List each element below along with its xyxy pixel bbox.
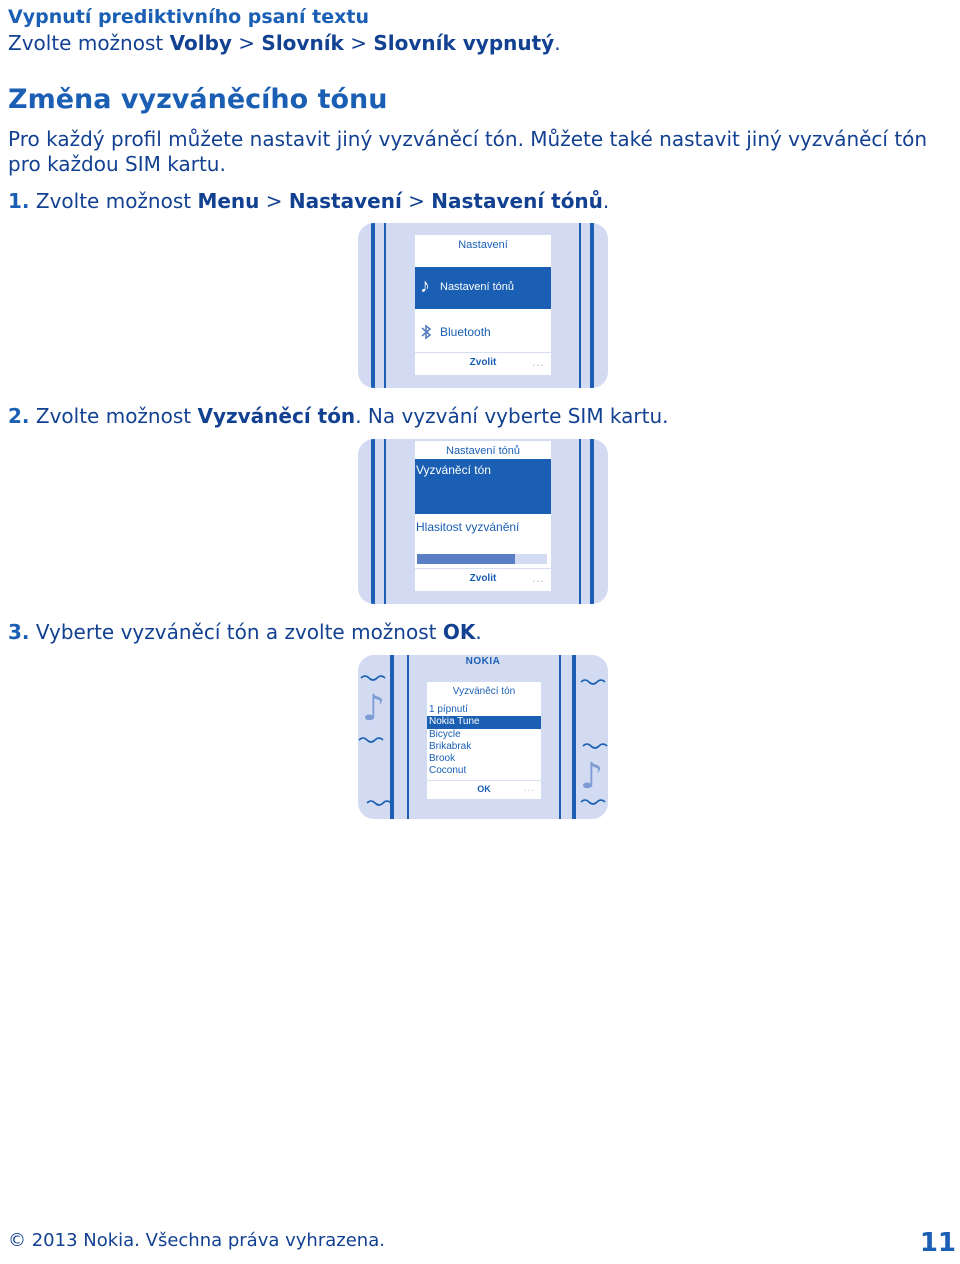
ringtone-item[interactable]: Brikabrak (429, 740, 472, 752)
frame-bar (590, 439, 594, 604)
music-note-icon: ♪ (580, 756, 603, 797)
more-options[interactable]: ... (523, 783, 535, 794)
step-1 (8, 189, 609, 213)
intro-paragraph: Pro každý profil můžete nastavit jiný vyzváněcí tón. Můžete také nastavit jiný vyzváněcí tón pro každou SIM kartu. (8, 127, 928, 176)
step-number: 1. (8, 189, 30, 213)
step-number: 2. (8, 404, 30, 428)
frame-bar (572, 655, 576, 819)
softkey-bar (415, 568, 551, 591)
instruction-text: Zvolte možnost (35, 189, 192, 213)
wave-decoration (366, 798, 392, 808)
menu-path-nastaveni-tonu: Nastavení tónů (431, 189, 603, 213)
instruction-text: Zvolte možnost (8, 31, 164, 55)
ringtone-item[interactable]: Coconut (429, 765, 467, 777)
menu-path-menu: Menu (197, 189, 260, 213)
ringtone-item[interactable]: Nokia Tune (427, 716, 541, 728)
music-note-icon: ♪ (362, 688, 385, 729)
phone-screen (415, 235, 551, 375)
more-options[interactable]: ... (531, 571, 545, 585)
copyright: © 2013 Nokia. Všechna práva vyhrazena. (8, 1230, 385, 1251)
frame-bar (384, 439, 386, 604)
softkey-bar (415, 352, 551, 375)
menu-item-label: Nastavení tónů (440, 281, 514, 293)
softkey-bar (427, 780, 541, 799)
wave-decoration (580, 797, 606, 807)
menu-item-bluetooth[interactable] (415, 312, 551, 352)
ringtone-item[interactable]: Bicycle (429, 728, 461, 740)
frame-bar (384, 223, 386, 388)
path-separator: > (265, 189, 283, 213)
frame-bar (579, 439, 581, 604)
menu-item-label: Vyzváněcí tón (416, 463, 491, 477)
step-3 (8, 620, 482, 644)
path-separator: > (408, 189, 425, 213)
period: . (475, 620, 482, 644)
menu-path-slovnik-vypnuty: Slovník vypnutý (373, 31, 555, 55)
softkey-select[interactable]: Zvolit (469, 573, 497, 584)
menu-path-slovnik: Slovník (261, 31, 344, 55)
phone-illustration-3 (358, 655, 608, 819)
phone-screen (415, 441, 551, 591)
period: . (554, 31, 561, 55)
frame-bar (579, 223, 581, 388)
phone-illustration-1 (358, 223, 608, 388)
instruction-text: Zvolte možnost (35, 404, 192, 428)
selected-menu-item[interactable] (415, 459, 551, 514)
screen-title: Nastavení tónů (446, 445, 520, 457)
menu-path-volby: Volby (169, 31, 232, 55)
more-options[interactable]: ... (531, 355, 545, 369)
instruction-text: . Na vyzvání vyberte SIM kartu. (355, 404, 669, 428)
volume-slider[interactable] (417, 554, 547, 564)
section-heading-predictive: Vypnutí prediktivního psaní textu (8, 6, 369, 28)
frame-bar (559, 655, 561, 819)
step-2 (8, 404, 669, 428)
frame-bar (590, 223, 594, 388)
wave-decoration (582, 741, 608, 751)
screen-title: Nastavení (458, 239, 508, 251)
phone-screen (427, 682, 541, 799)
path-separator: > (238, 31, 256, 55)
softkey-ok[interactable]: OK (477, 784, 491, 794)
frame-bar (390, 655, 394, 819)
phone-illustration-2 (358, 439, 608, 604)
ringtone-item[interactable]: Brook (429, 753, 456, 765)
softkey-select[interactable]: Zvolit (469, 357, 497, 368)
selected-menu-item[interactable] (415, 267, 551, 309)
ringtone-item[interactable]: 1 pípnutí (429, 704, 468, 715)
section-heading-ringtone: Změna vyzváněcího tónu (8, 84, 388, 115)
path-separator: > (350, 31, 367, 55)
instruction-text: Vyberte vyzváněcí tón a zvolte možnost (35, 620, 437, 644)
wave-decoration (358, 735, 384, 745)
volume-slider-fill (417, 554, 515, 564)
menu-path-vyzvaneci-ton: Vyzváněcí tón (197, 404, 356, 428)
screen-title: Vyzváněcí tón (452, 686, 516, 697)
instruction-predictive-off (8, 31, 561, 55)
wave-decoration (580, 677, 606, 687)
step-number: 3. (8, 620, 30, 644)
period: . (602, 189, 610, 213)
wave-decoration (360, 673, 386, 683)
menu-path-ok: OK (442, 620, 476, 644)
frame-bar (371, 439, 375, 604)
ringtone-list (427, 704, 541, 778)
menu-item-label: Bluetooth (440, 325, 491, 339)
music-note-icon: ♪ (420, 275, 430, 297)
bluetooth-icon (420, 324, 432, 340)
frame-bar (407, 655, 409, 819)
page-number: 11 (919, 1228, 956, 1258)
menu-item-volume[interactable]: Hlasitost vyzvánění (416, 520, 520, 534)
menu-path-nastaveni: Nastavení (288, 189, 402, 213)
nokia-logo: NOKIA (465, 656, 501, 667)
frame-bar (371, 223, 375, 388)
